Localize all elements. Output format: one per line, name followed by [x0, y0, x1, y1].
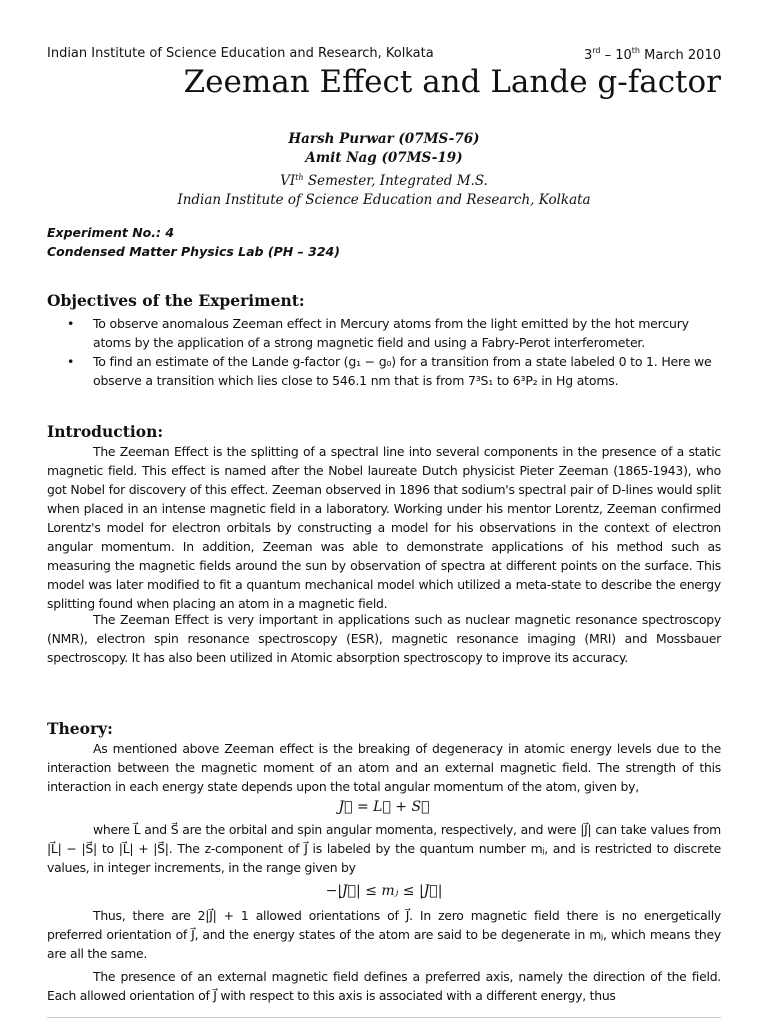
- theory-paragraph-4: The presence of an external magnetic field defines a preferred axis, namely the direction of the field. Each allowed orientation of J⃗ with respect to this axis is associated with a different energy, thus: [47, 969, 721, 1003]
- author-institute: Indian Institute of Science Education and Research, Kolkata: [177, 192, 591, 208]
- list-item: • To observe anomalous Zeeman effect in Mercury atoms from the light emitted by the hot mercury atoms by the application of a strong magnetic field and using a Fabry-Perot interferometer.: [67, 316, 689, 350]
- experiment-number: Experiment No.: 4: [47, 225, 175, 240]
- paper-page: [47, 0, 721, 1024]
- intro-paragraph-2: The Zeeman Effect is very important in applications such as nuclear magnetic resonance spectroscopy (NMR), electron spin resonance spectroscopy (ESR), magnetic resonance imaging (MRI) and Mossbauer spectroscopy. It has also been utilized in Atomic absorption spectroscopy to improve its accuracy.: [47, 612, 721, 665]
- header-institute: Indian Institute of Science Education and Research, Kolkata: [47, 46, 434, 61]
- semester-line: VIth Semester, Integrated M.S.: [280, 173, 488, 189]
- equation-mj-range: −|J⃗| ≤ mⱼ ≤ |J⃗|: [325, 883, 443, 899]
- theory-paragraph-1: As mentioned above Zeeman effect is the breaking of degeneracy in atomic energy levels due to the interaction between the magnetic moment of an atom and an external magnetic field. The strength of this interaction in each energy state depends upon the total angular momentum of the atom, given by,: [47, 741, 721, 794]
- author-2: Amit Nag (07MS-19): [305, 150, 463, 166]
- author-block: [47, 130, 721, 210]
- list-item: • To find an estimate of the Lande g-factor (g₁ − g₀) for a transition from a state labeled 0 to 1. Here we observe a transition which lies close to 546.1 nm that is from 7³S₁ to 6³P₂ in Hg atoms.: [67, 354, 712, 388]
- author-1: Harsh Purwar (07MS-76): [288, 131, 480, 147]
- theory-heading: Theory:: [47, 719, 113, 738]
- theory-paragraph-2: where L⃗ and S⃗ are the orbital and spin angular momenta, respectively, and were |J⃗| can take values from |L⃗| − |S⃗| to |L⃗| + |S⃗|. The z-component of J⃗ is labeled by the quantum number mⱼ, and is restricted to discrete values, in integer increments, in the range given by: [47, 822, 721, 875]
- experiment-info: [47, 223, 340, 261]
- bullet-icon: •: [67, 316, 75, 331]
- paper-title: Zeeman Effect and Lande g-factor: [183, 64, 721, 100]
- introduction-heading: Introduction:: [47, 422, 164, 441]
- objectives-list: [47, 314, 721, 390]
- objectives-heading: Objectives of the Experiment:: [47, 291, 305, 310]
- intro-paragraph-1: The Zeeman Effect is the splitting of a spectral line into several components in the presence of a static magnetic field. This effect is named after the Nobel laureate Dutch physicist Pieter Zeeman (1865-1943), who got Nobel for discovery of this effect. Zeeman observed in 1896 that sodium's spectral pair of D-lines would split when placed in an intense magnetic field in a laboratory. Working under his mentor Lorentz, Zeeman confirmed Lorentz's model for electron orbitals by constructing a model for his observations in the context of electron angular momentum. In addition, Zeeman was able to demonstrate applications of his method such as measuring the magnetic fields around the sun by observation of spectra at different points on the surface. This model was later modified to fit a quantum mechanical model which utilized a meta-state to describe the energy splitting found when placing an atom in a magnetic field.: [47, 444, 721, 611]
- header-date: 3rd – 10th March 2010: [583, 46, 721, 63]
- theory-paragraph-3: Thus, there are 2|J⃗| + 1 allowed orientations of J⃗. In zero magnetic field there is no energetically preferred orientation of J⃗, and the energy states of the atom are said to be degenerate in mⱼ, which means they are all the same.: [47, 908, 721, 961]
- lab-name: Condensed Matter Physics Lab (PH – 324): [47, 244, 340, 259]
- bullet-icon: •: [67, 354, 75, 369]
- equation-total-angular-momentum: J⃗ = L⃗ + S⃗: [338, 799, 430, 815]
- footer-rule: [47, 1017, 721, 1018]
